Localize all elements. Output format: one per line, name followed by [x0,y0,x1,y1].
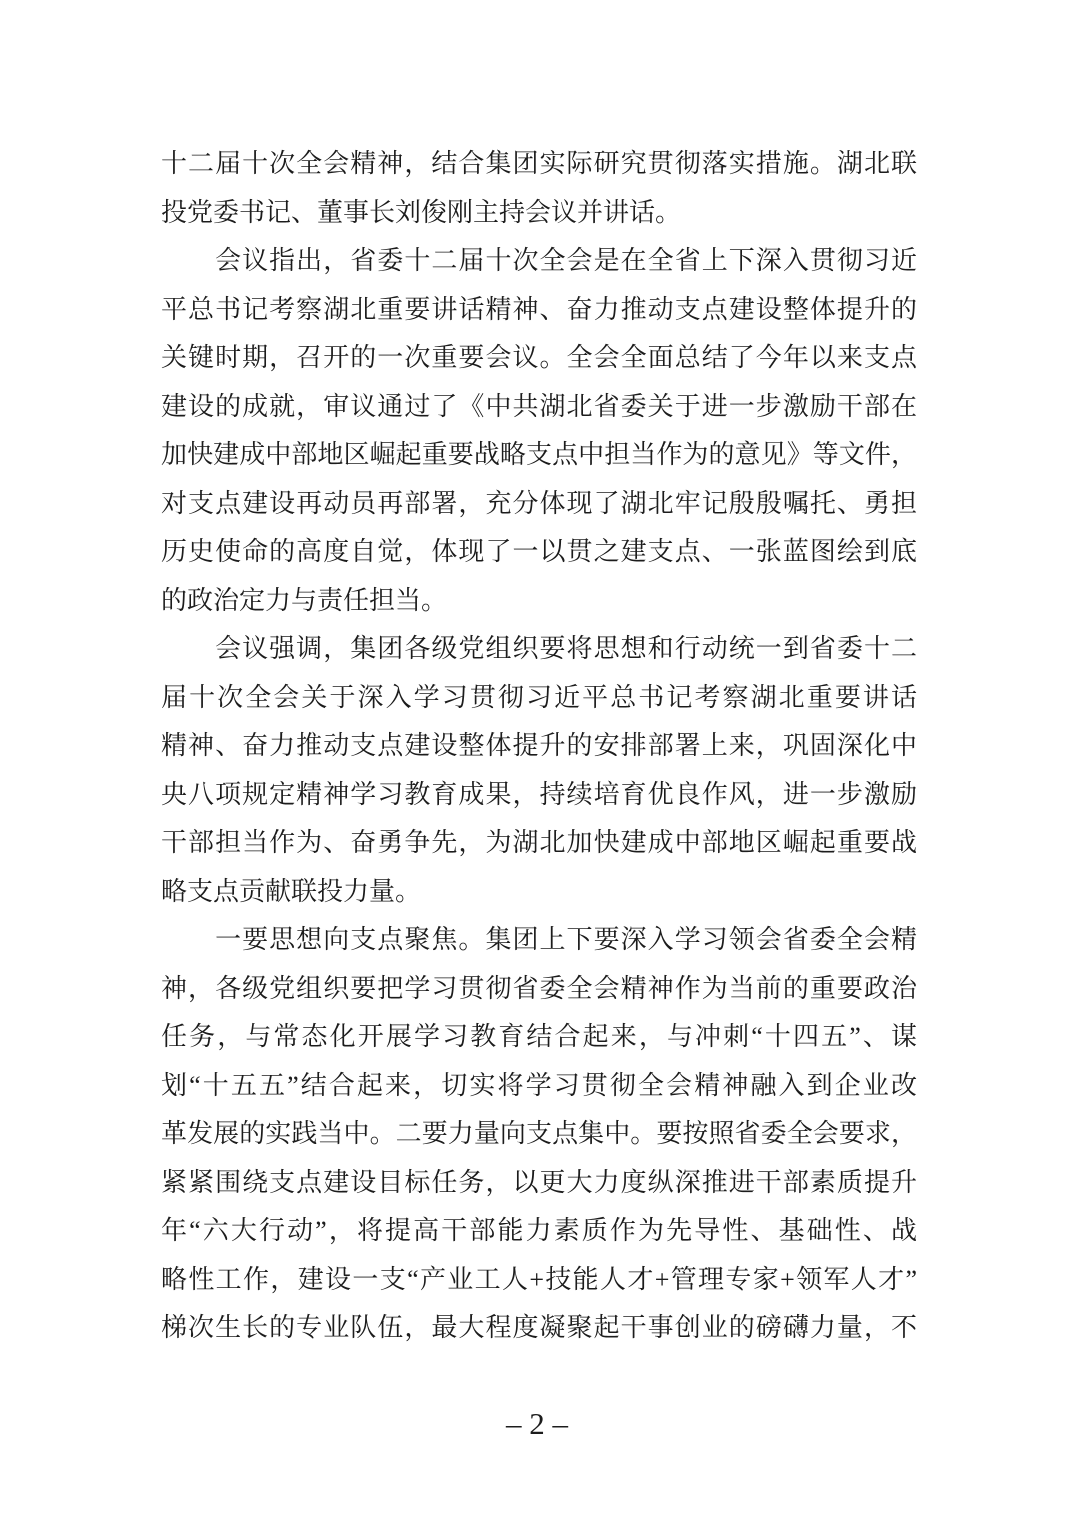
text-line: 加快建成中部地区崛起重要战略支点中担当作为的意见》等文件， [161,440,917,469]
text-line: 任务，与常态化开展学习教育结合起来，与冲刺“十四五”、谋 [161,1022,917,1051]
paragraph [161,237,917,625]
text-line: 紧紧围绕支点建设目标任务，以更大力度纵深推进干部素质提升 [161,1167,917,1197]
document-body [161,140,917,1353]
text-line: 一要思想向支点聚焦。集团上下要深入学习领会省委全会精 [161,925,917,954]
text-line: 略支点贡献联投力量。 [161,876,422,906]
page-number: – 2 – [506,1406,568,1441]
text-line: 干部担当作为、奋勇争先，为湖北加快建成中部地区崛起重要战 [161,828,917,857]
text-line: 神，各级党组织要把学习贯彻省委全会精神作为当前的重要政治 [161,973,917,1003]
text-line: 年“六大行动”，将提高干部能力素质作为先导性、基础性、战 [161,1216,917,1245]
text-line: 届十次全会关于深入学习贯彻习近平总书记考察湖北重要讲话 [161,682,917,712]
text-line: 平总书记考察湖北重要讲话精神、奋力推动支点建设整体提升的 [161,294,917,324]
text-line: 革发展的实践当中。二要力量向支点集中。要按照省委全会要求， [161,1119,917,1148]
text-line: 的政治定力与责任担当。 [161,585,448,615]
text-line: 梯次生长的专业队伍，最大程度凝聚起干事创业的磅礴力量，不 [161,1313,917,1342]
paragraph [161,916,917,1353]
text-line: 划“十五五”结合起来，切实将学习贯彻全会精神融入到企业改 [161,1070,917,1100]
text-line: 会议强调，集团各级党组织要将思想和行动统一到省委十二 [161,634,917,663]
text-line: 历史使命的高度自觉，体现了一以贯之建支点、一张蓝图绘到底 [161,537,917,566]
paragraph [161,625,917,916]
text-line: 精神、奋力推动支点建设整体提升的安排部署上来，巩固深化中 [161,731,917,760]
text-line: 央八项规定精神学习教育成果，持续培育优良作风，进一步激励 [161,779,917,809]
text-line: 建设的成就，审议通过了《中共湖北省委关于进一步激励干部在 [161,391,917,421]
text-line: 会议指出，省委十二届十次全会是在全省上下深入贯彻习近 [161,246,917,275]
text-line: 投党委书记、董事长刘俊刚主持会议并讲话。 [161,197,682,227]
paragraph [161,140,917,237]
text-line: 对支点建设再动员再部署，充分体现了湖北牢记殷殷嘱托、勇担 [161,488,917,518]
text-line: 十二届十次全会精神，结合集团实际研究贯彻落实措施。湖北联 [161,149,917,178]
text-line: 略性工作，建设一支“产业工人+技能人才+管理专家+领军人才” [161,1264,917,1294]
text-line: 关键时期，召开的一次重要会议。全会全面总结了今年以来支点 [161,343,917,372]
